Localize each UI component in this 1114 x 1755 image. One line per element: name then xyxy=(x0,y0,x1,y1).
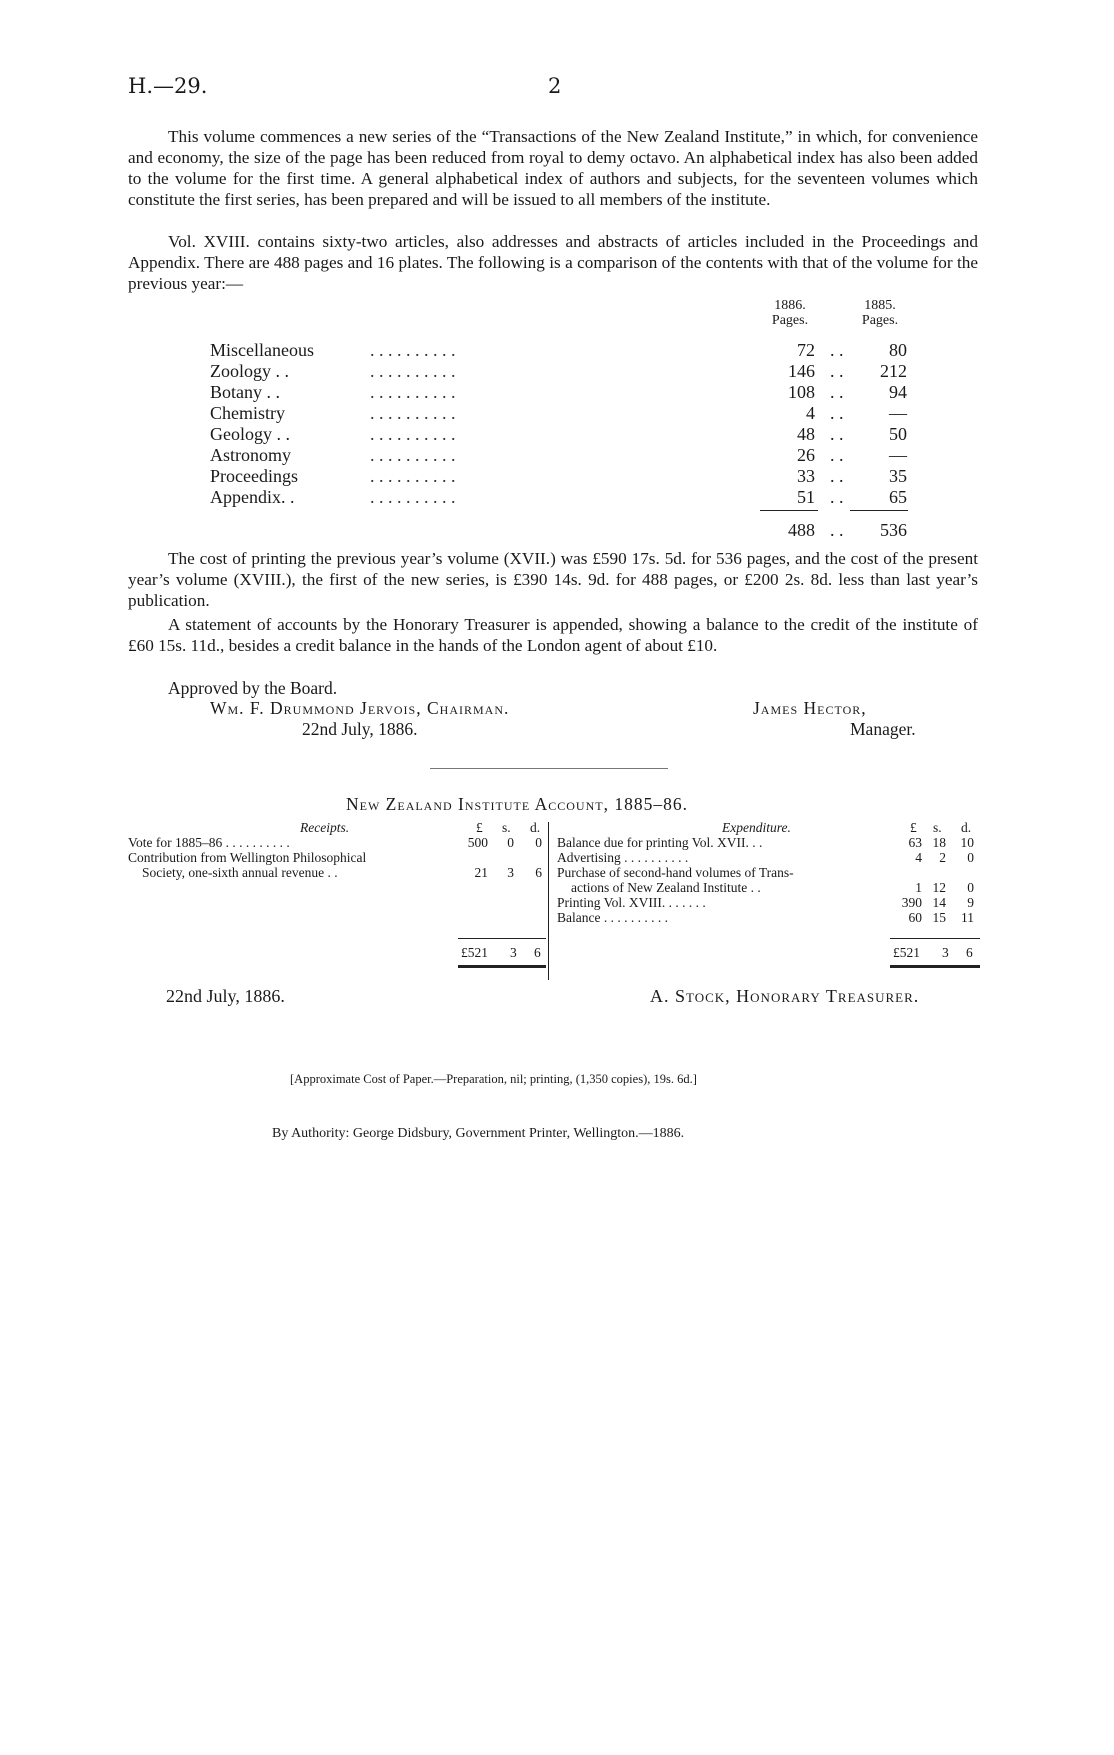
account-date: 22nd July, 1886. xyxy=(166,986,285,1006)
page-number: 2 xyxy=(548,74,562,98)
expenditure-total-rule xyxy=(890,938,980,939)
separator: . . xyxy=(830,445,844,465)
comparison-row xyxy=(210,403,910,424)
pence-header: d. xyxy=(530,820,541,835)
manager-title: Manager. xyxy=(850,719,916,739)
receipts-item: Contribution from Wellington Philosophical xyxy=(128,850,367,865)
comparison-row xyxy=(210,361,910,382)
receipts-l: 500 xyxy=(467,835,488,850)
paragraph-contents: Vol. XVIII. contains sixty-two articles, also addresses and abstracts of articles included in the Proceedings and Appendix. There are 488 pages and 16 plates. The following is a comparison of the contents with that of the volume for the previous year:— xyxy=(128,232,978,293)
separator: . . xyxy=(830,424,844,444)
subtotal-rule xyxy=(760,510,818,511)
expenditure-item: Balance . . . . . . . . . . xyxy=(557,910,668,925)
separator: . . xyxy=(830,403,844,423)
paragraph-new-series: This volume commences a new series of the “Transactions of the New Zealand Institute,” in which, for convenience and economy, the size of the page has been reduced from royal to demy octavo. An alphabetical index has also been added to the volume for the first time. A general alphabetical index of authors and subjects, for the seventeen volumes which constitute the first series, has been prepared and will be issued to all members of the institute. xyxy=(128,127,978,209)
expenditure-d: 0 xyxy=(967,850,974,865)
total-row xyxy=(210,520,910,541)
expenditure-l: 4 xyxy=(915,850,922,865)
row-leader: . . . . . . . . . . xyxy=(370,340,456,360)
document-code: H.—29. xyxy=(128,74,208,98)
value-1886: 26 xyxy=(797,445,815,465)
expenditure-total-shillings: 3 xyxy=(942,945,949,960)
expenditure-d: 0 xyxy=(967,880,974,895)
expenditure-heading: Expenditure. xyxy=(722,820,791,835)
comparison-row xyxy=(210,382,910,403)
expenditure-s: 2 xyxy=(939,850,946,865)
separator: . . xyxy=(830,361,844,381)
receipts-item: Vote for 1885–86 . . . . . . . . . . xyxy=(128,835,290,850)
row-label: Astronomy xyxy=(210,445,291,465)
receipts-heading: Receipts. xyxy=(300,820,350,835)
comparison-row xyxy=(210,487,910,508)
row-leader: . . . . . . . . . . xyxy=(370,466,456,486)
paragraph-printing-cost: The cost of printing the previous year’s volume (XVII.) was £590 17s. 5d. for 536 pages, and the cost of the present year’s volume (XVIII.), the first of the new series, is £390 14s. 9d. for 488 pages, or £200 2s. 8d. less than last year’s publication. xyxy=(128,549,978,610)
comparison-row xyxy=(210,445,910,466)
col-1886-header: 1886. Pages. xyxy=(771,298,809,328)
chairman-date: 22nd July, 1886. xyxy=(302,719,418,739)
value-1885: 50 xyxy=(889,424,907,444)
expenditure-d: 11 xyxy=(961,910,974,925)
value-1885: — xyxy=(889,445,907,465)
row-leader: . . . . . . . . . . xyxy=(370,403,456,423)
account-title: New Zealand Institute Account, 1885–86. xyxy=(346,794,688,814)
row-label: Appendix. . xyxy=(210,487,295,507)
separator: . . xyxy=(830,466,844,486)
value-1885: 212 xyxy=(880,361,907,381)
expenditure-s: 15 xyxy=(932,910,946,925)
value-1886: 72 xyxy=(797,340,815,360)
row-leader: . . . . . . . . . . xyxy=(370,382,456,402)
value-1885: 94 xyxy=(889,382,907,402)
comparison-row xyxy=(210,424,910,445)
row-label: Proceedings xyxy=(210,466,298,486)
receipts-total-pounds: £521 xyxy=(461,945,488,960)
total-1885: 536 xyxy=(880,520,907,540)
receipts-double-rule xyxy=(458,965,546,968)
row-leader: . . . . . . . . . . xyxy=(370,487,456,507)
expenditure-item: Purchase of second-hand volumes of Trans- xyxy=(557,865,794,880)
receipts-total-rule xyxy=(458,938,546,939)
value-1886: 51 xyxy=(797,487,815,507)
receipts-total-pence: 6 xyxy=(534,945,541,960)
row-label: Geology . . xyxy=(210,424,290,444)
expenditure-item: Printing Vol. XVIII. . . . . . . xyxy=(557,895,706,910)
shilling-header: s. xyxy=(933,820,942,835)
value-1886: 33 xyxy=(797,466,815,486)
expenditure-item: Advertising . . . . . . . . . . xyxy=(557,850,689,865)
column-divider xyxy=(548,822,549,980)
expenditure-double-rule xyxy=(890,965,980,968)
row-label: Chemistry xyxy=(210,403,285,423)
approved-line: Approved by the Board. xyxy=(168,678,338,698)
expenditure-total-pounds: £521 xyxy=(893,945,920,960)
pound-header: £ xyxy=(476,820,483,835)
expenditure-d: 10 xyxy=(960,835,974,850)
cost-note: [Approximate Cost of Paper.—Preparation, nil; printing, (1,350 copies), 19s. 6d.] xyxy=(290,1072,697,1086)
expenditure-l: 60 xyxy=(908,910,922,925)
expenditure-item: actions of New Zealand Institute . . xyxy=(571,880,761,895)
comparison-row xyxy=(210,340,910,361)
receipts-item: Society, one-sixth annual revenue . . xyxy=(142,865,338,880)
receipts-s: 3 xyxy=(507,865,514,880)
value-1886: 4 xyxy=(806,403,815,423)
treasurer-signature: A. Stock, Honorary Treasurer. xyxy=(650,986,920,1006)
expenditure-s: 12 xyxy=(932,880,946,895)
row-leader: . . . . . . . . . . xyxy=(370,361,456,381)
expenditure-total-pence: 6 xyxy=(966,945,973,960)
receipts-d: 6 xyxy=(535,865,542,880)
row-leader: . . . . . . . . . . xyxy=(370,424,456,444)
receipts-total-shillings: 3 xyxy=(510,945,517,960)
value-1886: 48 xyxy=(797,424,815,444)
expenditure-item: Balance due for printing Vol. XVII. . . xyxy=(557,835,763,850)
separator: . . xyxy=(830,340,844,360)
manager-name: James Hector, xyxy=(753,698,867,718)
col-1885-header: 1885. Pages. xyxy=(861,298,899,328)
expenditure-s: 14 xyxy=(932,895,946,910)
total-1886: 488 xyxy=(788,520,815,540)
chairman-signature: Wm. F. Drummond Jervois, Chairman. xyxy=(210,698,510,718)
shilling-header: s. xyxy=(502,820,511,835)
section-divider xyxy=(430,768,668,769)
pound-header: £ xyxy=(910,820,917,835)
separator: . . xyxy=(830,487,844,507)
receipts-l: 21 xyxy=(474,865,488,880)
expenditure-l: 1 xyxy=(915,880,922,895)
pence-header: d. xyxy=(961,820,972,835)
value-1885: 80 xyxy=(889,340,907,360)
authority-line: By Authority: George Didsbury, Government Printer, Wellington.—1886. xyxy=(272,1126,685,1141)
value-1886: 108 xyxy=(788,382,815,402)
expenditure-l: 390 xyxy=(901,895,922,910)
expenditure-d: 9 xyxy=(967,895,974,910)
separator: . . xyxy=(830,520,844,540)
receipts-d: 0 xyxy=(535,835,542,850)
expenditure-s: 18 xyxy=(932,835,946,850)
row-leader: . . . . . . . . . . xyxy=(370,445,456,465)
row-label: Botany . . xyxy=(210,382,280,402)
paragraph-accounts: A statement of accounts by the Honorary Treasurer is appended, showing a balance to the credit of the institute of £60 15s. 11d., besides a credit balance in the hands of the London agent of about £10. xyxy=(128,615,978,655)
subtotal-rule xyxy=(850,510,908,511)
value-1885: 65 xyxy=(889,487,907,507)
row-label: Zoology . . xyxy=(210,361,289,381)
row-label: Miscellaneous xyxy=(210,340,314,360)
value-1885: — xyxy=(889,403,907,423)
comparison-row xyxy=(210,466,910,487)
receipts-s: 0 xyxy=(507,835,514,850)
value-1885: 35 xyxy=(889,466,907,486)
value-1886: 146 xyxy=(788,361,815,381)
separator: . . xyxy=(830,382,844,402)
expenditure-l: 63 xyxy=(908,835,922,850)
